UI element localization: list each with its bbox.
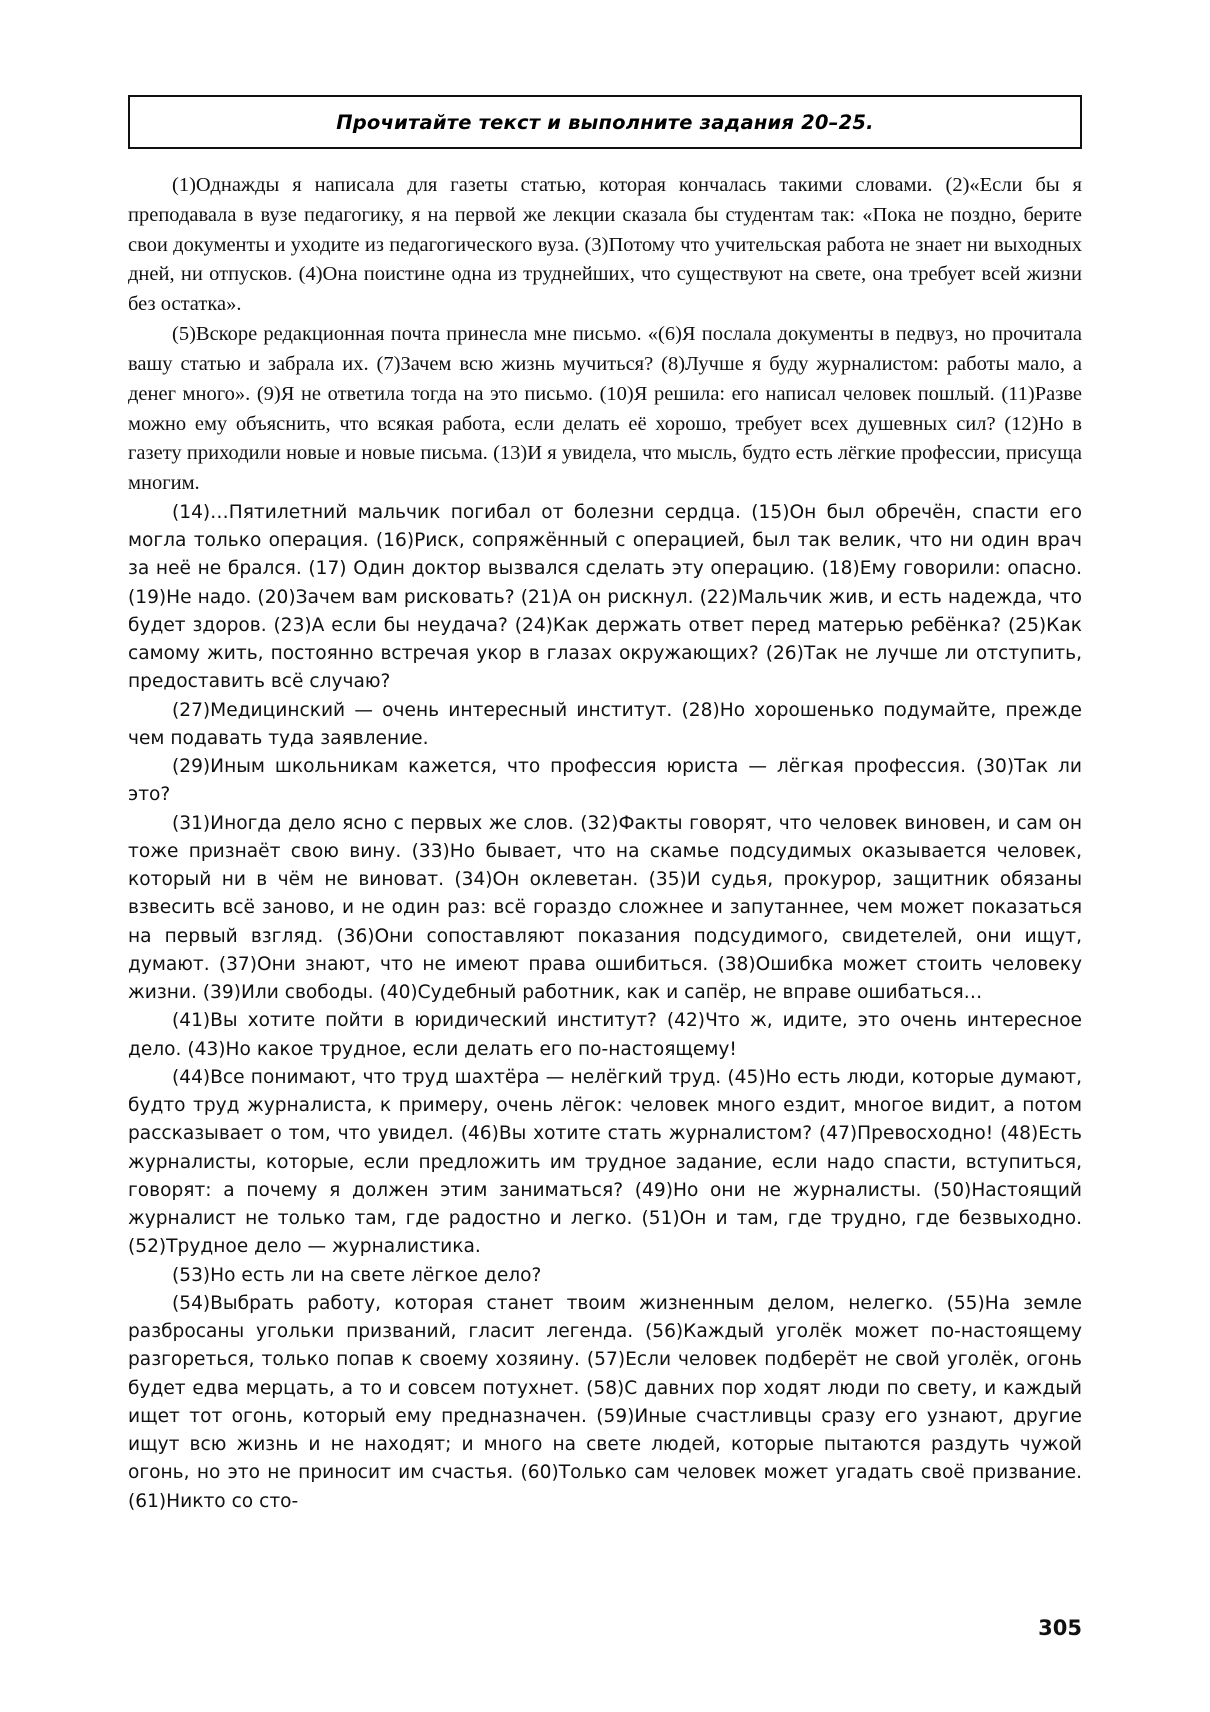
paragraph: (27)Медицинский — очень интересный институт. (28)Но хорошенько подумайте, прежде чем подавать туда заявление. bbox=[128, 699, 1082, 749]
paragraph: (53)Но есть ли на свете лёгкое дело? bbox=[172, 1264, 542, 1286]
page-number: 305 bbox=[1038, 1616, 1082, 1640]
paragraph: (5)Вскоре редакционная почта принесла мне письмо. «(6)Я послала документы в педвуз, но прочитала вашу статью и забрала их. (7)Зачем всю жизнь мучиться? (8)Лучше я буду журналистом: работы мало, а денег много». (9)Я не ответила тогда на это письмо. (10)Я решила: его написал человек пошлый. (11)Разве можно ему объяснить, что всякая работа, если делать её хорошо, требует всех душевных сил? (12)Но в газету приходили новые и новые письма. (13)И я увидела, что мысль, будто есть лёгкие профессии, присуща многим. bbox=[128, 323, 1082, 495]
reading-text-body bbox=[128, 171, 1082, 1516]
paragraph: (44)Все понимают, что труд шахтёра — нелёгкий труд. (45)Но есть люди, которые думают, будто труд журналиста, к примеру, очень лёгок: человек много ездит, многое видит, а потом рассказывает о том, что увидел. (46)Вы хотите стать журналистом? (47)Превосходно! (48)Есть журналисты, которые, если предложить им трудное задание, если надо спасти, вступиться, говорят: а почему я должен этим заниматься? (49)Но они не журналисты. (50)Настоящий журналист не только там, где радостно и легко. (51)Он и там, где трудно, где безвыходно. (52)Трудное дело — журналистика. bbox=[128, 1066, 1082, 1258]
paragraph: (14)…Пятилетний мальчик погибал от болезни сердца. (15)Он был обречён, спасти его могла только операция. (16)Риск, сопряжённый с операцией, был так велик, что ни один врач за неё не брался. (17) Один доктор вызвался сделать эту операцию. (18)Ему говорили: опасно. (19)Не надо. (20)Зачем вам рисковать? (21)А он рискнул. (22)Мальчик жив, и есть надежда, что будет здоров. (23)А если бы неудача? (24)Как держать ответ перед матерью ребёнка? (25)Как самому жить, постоянно встречая укор в глазах окружающих? (26)Так не лучше ли отступить, предоставить всё случаю? bbox=[128, 501, 1082, 693]
paragraph: (29)Иным школьникам кажется, что профессия юриста — лёгкая профессия. (30)Так ли это? bbox=[128, 756, 1082, 806]
task-header-title: Прочитайте текст и выполните задания 20–25. bbox=[336, 110, 874, 134]
paragraph: (54)Выбрать работу, которая станет твоим жизненным делом, нелегко. (55)На земле разбросаны угольки призваний, гласит легенда. (56)Каждый уголёк может по-настоящему разгореться, только попав к своему хозяину. (57)Если человек подберёт не свой уголёк, огонь будет едва мерцать, а то и совсем потухнет. (58)С давних пор ходят люди по свету, и каждый ищет тот огонь, который ему предназначен. (59)Иные счастливцы сразу его узнают, другие ищут всю жизнь и не находят; и много на свете людей, которые пытаются раздуть чужой огонь, но это не приносит им счастья. (60)Только сам человек может угадать своё призвание. (61)Никто со сто- bbox=[128, 1292, 1082, 1512]
task-header-box bbox=[128, 95, 1082, 149]
paragraph: (31)Иногда дело ясно с первых же слов. (32)Факты говорят, что человек виновен, и сам он тоже признаёт свою вину. (33)Но бывает, что на скамье подсудимых оказывается человек, который ни в чём не виноват. (34)Он оклеветан. (35)И судья, прокурор, защитник обязаны взвесить всё заново, и не один раз: всё гораздо сложнее и запутаннее, чем может показаться на первый взгляд. (36)Они сопоставляют показания подсудимого, свидетелей, они ищут, думают. (37)Они знают, что не имеют права ошибиться. (38)Ошибка может стоить человеку жизни. (39)Или свободы. (40)Судебный работник, как и сапёр, не вправе ошибаться… bbox=[128, 812, 1082, 1004]
paragraph: (1)Однажды я написала для газеты статью, которая кончалась такими словами. (2)«Если бы я преподавала в вузе педагогику, я на первой же лекции сказала бы студентам так: «Пока не поздно, берите свои документы и уходите из педагогического вуза. (3)Потому что учительская работа не знает ни выходных дней, ни отпусков. (4)Она поистине одна из труднейших, что существуют на свете, она требует всей жизни без остатка». bbox=[128, 174, 1082, 316]
paragraph: (41)Вы хотите пойти в юридический институт? (42)Что ж, идите, это очень интересное дело. (43)Но какое трудное, если делать его по-настоящему! bbox=[128, 1010, 1082, 1060]
